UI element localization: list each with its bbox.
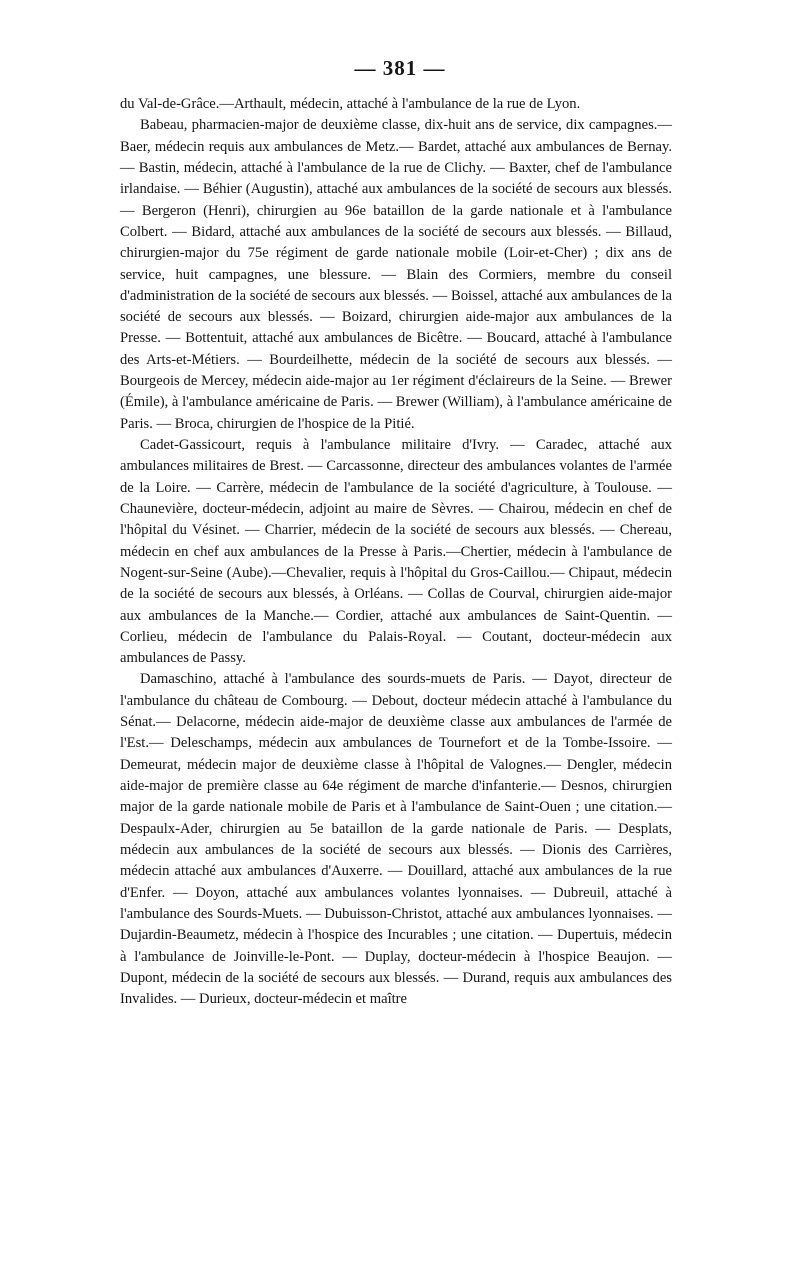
paragraph-c-entries: Cadet-Gassicourt, requis à l'ambulance militaire d'Ivry. — Caradec, attaché aux ambulances militaires de Brest. — Carcassonne, directeur des ambulances volantes de l'armée de la Loire. — Carrère, médecin de l'ambulance de la société d'agriculture, à Toulouse. — Chaunevière, docteur-médecin, adjoint au maire de Sèvres. — Chairou, médecin en chef de l'hôpital du Vésinet. — Charrier, médecin de la société de secours aux blessés. — Chereau, médecin en chef aux ambulances de la Presse à Paris.—Chertier, médecin à l'ambulance de Nogent-sur-Seine (Aube).—Chevalier, requis à l'hôpital du Gros-Caillou.— Chipaut, médecin de la société de secours aux blessés, à Orléans. — Collas de Courval, chirurgien aide-major aux ambulances de la Manche.— Cordier, attaché aux ambulances de Saint-Quentin. — Corlieu, médecin de l'ambulance du Palais-Royal. — Coutant, docteur-médecin aux ambulances de Passy. — [120, 437, 672, 667]
body-text — [120, 94, 672, 1010]
paragraph-continuation: du Val-de-Grâce.—Arthault, médecin, attaché à l'ambulance de la rue de Lyon. — [120, 96, 581, 112]
paragraph-b-entries: Babeau, pharmacien-major de deuxième classe, dix-huit ans de service, dix campagnes.— Baer, médecin requis aux ambulances de Metz.— Bardet, attaché aux ambulances de Bernay. — Bastin, médecin, attaché à l'ambulance de la rue de Clichy. — Baxter, chef de l'ambulance irlandaise. — Béhier (Augustin), attaché aux ambulances de la société de secours aux blessés. — Bergeron (Henri), chirurgien au 96e bataillon de la garde nationale et à l'ambulance Colbert. — Bidard, attaché aux ambulances de la société de secours aux blessés. — Billaud, chirurgien-major du 75e régiment de garde nationale mobile (Loir-et-Cher) ; dix ans de service, huit campagnes, une blessure. — Blain des Cormiers, membre du conseil d'administration de la société de secours aux blessés. — Boissel, attaché aux ambulances de la société de secours aux blessés. — Boizard, chirurgien aide-major aux ambulances de la Presse. — Bottentuit, attaché aux ambulances de Bicêtre. — Boucard, attaché à l'ambulance des Arts-et-Métiers. — Bourdeilhette, médecin de la société de secours aux blessés. — Bourgeois de Mercey, médecin aide-major au 1er régiment d'éclaireurs de la Seine. — Brewer (Émile), à l'ambulance américaine de Paris. — Brewer (William), à l'ambulance américaine de Paris. — Broca, chirurgien de l'hospice de la Pitié. — [120, 117, 672, 432]
page-number: — 381 — — [354, 56, 446, 80]
paragraph-d-entries: Damaschino, attaché à l'ambulance des sourds-muets de Paris. — Dayot, directeur de l'ambulance du château de Combourg. — Debout, docteur médecin attaché à l'ambulance du Sénat.— Delacorne, médecin aide-major de deuxième classe aux ambulances de l'armée de l'Est.— Deleschamps, médecin aux ambulances de Tournefort et de la Tombe-Issoire. — Demeurat, médecin major de deuxième classe à l'hôpital de Valognes.— Dengler, médecin aide-major de première classe au 64e régiment de marche d'infanterie.— Desnos, chirurgien major de la garde nationale mobile de Paris et à l'ambulance de Saint-Ouen ; une citation.— Despaulx-Ader, chirurgien au 5e bataillon de la garde nationale de Paris. — Desplats, médecin aux ambulances de la société de secours aux blessés. — Dionis des Carrières, médecin attaché aux ambulances d'Auxerre. — Douillard, attaché aux ambulances de la rue d'Enfer. — Doyon, attaché aux ambulances volantes lyonnaises. — Dubreuil, attaché à l'ambulance des Sourds-Muets. — Dubuisson-Christot, attaché aux ambulances lyonnaises. — Dujardin-Beaumetz, médecin à l'hospice des Incurables ; une citation. — Dupertuis, médecin à l'ambulance de Joinville-le-Pont. — Duplay, docteur-médecin à l'hospice Beaujon. — Dupont, médecin de la société de secours aux blessés. — Durand, requis aux ambulances des Invalides. — Durieux, docteur-médecin et maître — [120, 671, 672, 1008]
